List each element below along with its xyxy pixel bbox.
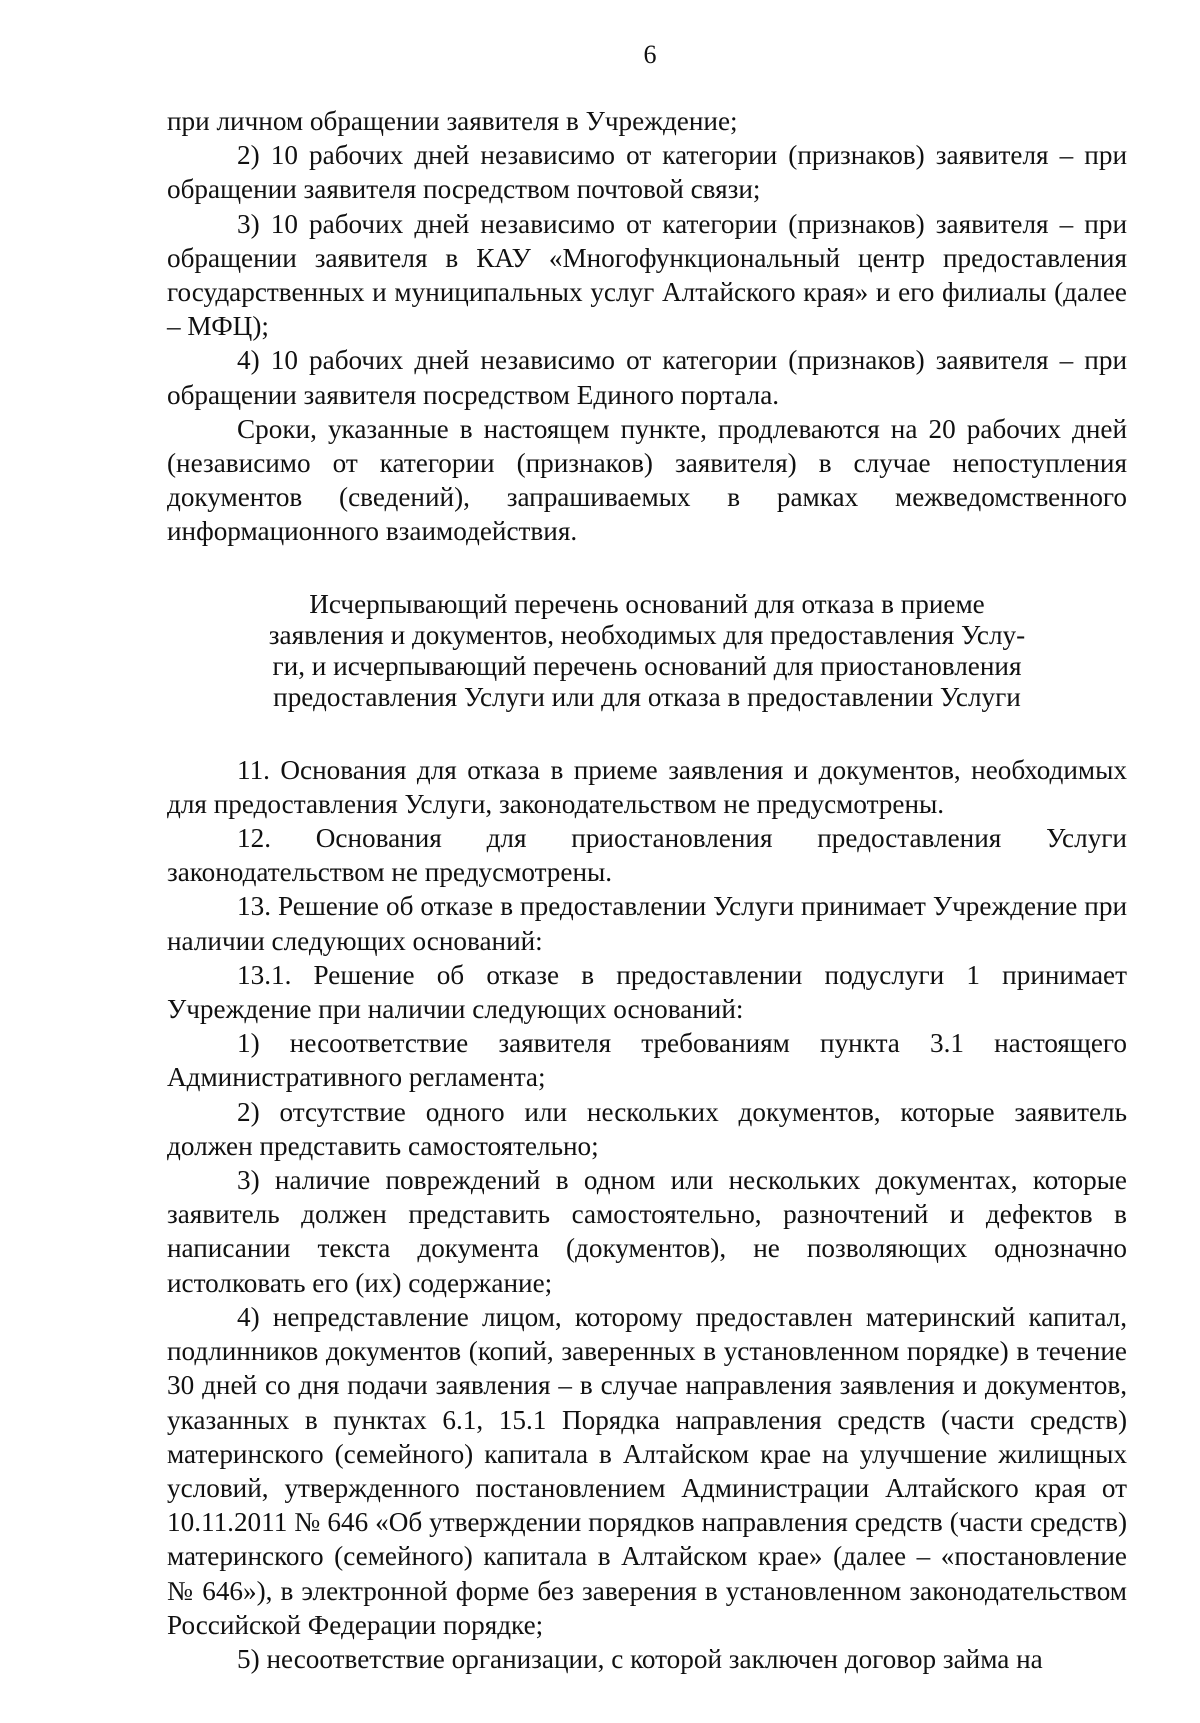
paragraph: при личном обращении заявителя в Учреждение; [167,106,738,136]
paragraph: 3) 10 рабочих дней независимо от категории (признаков) заявителя – при обращении заявителя в КАУ «Многофункциональный центр предоставления государственных и муниципальных услуг Алтайского края» и его филиалы (далее – МФЦ); [167,208,1127,342]
paragraph: 11. Основания для отказа в приеме заявления и документов, необходимых для предоставления Услуги, законодательством не предусмотрены. [167,754,1127,819]
heading-line: Исчерпывающий перечень оснований для отказа в приеме [309,588,985,619]
page-number: 6 [643,40,657,69]
heading-line: ги, и исчерпывающий перечень оснований для приостановления [272,650,1022,681]
paragraph: 1) несоответствие заявителя требованиям пункта 3.1 настоящего Административного регламента; [167,1028,1127,1093]
top-paragraphs [167,104,1127,549]
bottom-paragraphs [167,753,1127,1676]
paragraph: Сроки, указанные в настоящем пункте, продлеваются на 20 рабочих дней (независимо от категории (признаков) заявителя) в случае непоступления документов (сведений), запрашиваемых в рамках межведомственного информационного взаимодействия. [167,413,1127,547]
section-heading [167,589,1127,713]
document-body [167,104,1127,1676]
paragraph: 2) 10 рабочих дней независимо от категории (признаков) заявителя – при обращении заявителя посредством почтовой связи; [167,140,1127,205]
paragraph: 3) наличие повреждений в одном или нескольких документах, которые заявитель должен представить самостоятельно, разночтений и дефектов в написании текста документа (документов), не позволяющих однозначно истолковать его (их) содержание; [167,1165,1127,1298]
paragraph: 2) отсутствие одного или нескольких документов, которые заявитель должен представить самостоятельно; [167,1096,1127,1161]
heading-line: заявления и документов, необходимых для предоставления Услу- [268,619,1026,650]
paragraph: 5) несоответствие организации, с которой заключен договор займа на [237,1643,1043,1674]
paragraph: 4) непредставление лицом, которому предоставлен материнский капитал, подлинников документов (копий, заверенных в установленном порядке) в течение 30 дней со дня подачи заявления – в случае направления заявления и документов, указанных в пунктах 6.1, 15.1 Порядка направления средств (части средств) материнского (семейного) капитала в Алтайском крае на улучшение жилищных условий, утвержденного постановлением Администрации Алтайского края от 10.11.2011 № 646 «Об утверждении порядков направления средств (части средств) материнского (семейного) капитала в Алтайском крае» (далее – «постановление № 646»), в электронной форме без заверения в установленном законодательством Российской Федерации порядке; [167,1301,1127,1640]
paragraph: 4) 10 рабочих дней независимо от категории (признаков) заявителя – при обращении заявителя посредством Единого портала. [167,345,1127,410]
heading-line: предоставления Услуги или для отказа в предоставлении Услуги [273,681,1021,712]
paragraph: 12. Основания для приостановления предоставления Услуги законодательством не предусмотрены. [167,823,1127,888]
paragraph: 13.1. Решение об отказе в предоставлении подуслуги 1 принимает Учреждение при наличии следующих оснований: [167,959,1127,1025]
paragraph: 13. Решение об отказе в предоставлении Услуги принимает Учреждение при наличии следующих оснований: [167,891,1127,956]
